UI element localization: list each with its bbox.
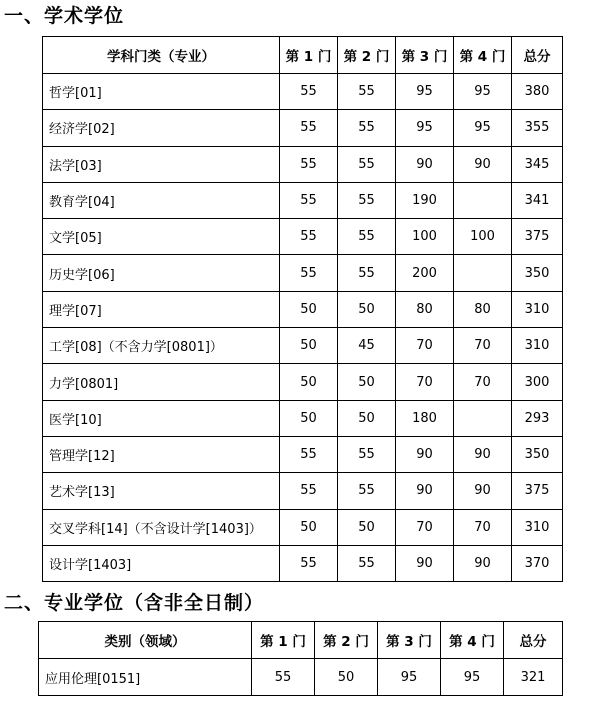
table-row — [43, 219, 563, 255]
discipline-cell: 工学[08]（不含力学[0801]） — [43, 328, 280, 364]
column-header-category: 类别（领域） — [39, 622, 252, 659]
subject-1-score: 55 — [280, 473, 338, 509]
subject-4-score: 90 — [454, 473, 512, 509]
table-row — [43, 182, 563, 218]
table-row — [43, 291, 563, 327]
subject-3-score: 70 — [396, 328, 454, 364]
subject-4-score: 70 — [454, 328, 512, 364]
subject-3-score: 95 — [396, 74, 454, 110]
subject-3-score: 90 — [396, 146, 454, 182]
academic-degree-table — [42, 36, 563, 582]
column-header-subject-2: 第 2 门 — [315, 622, 378, 659]
subject-4-score: 80 — [454, 291, 512, 327]
column-header-subject-3: 第 3 门 — [396, 37, 454, 74]
column-header-subject-1: 第 1 门 — [280, 37, 338, 74]
subject-1-score: 55 — [280, 110, 338, 146]
discipline-cell: 经济学[02] — [43, 110, 280, 146]
table-row — [43, 364, 563, 400]
subject-3-score: 180 — [396, 400, 454, 436]
discipline-cell: 交叉学科[14]（不含设计学[1403]） — [43, 509, 280, 545]
subject-4-score: 100 — [454, 219, 512, 255]
discipline-cell: 艺术学[13] — [43, 473, 280, 509]
table-row — [43, 545, 563, 581]
subject-4-score: 95 — [454, 110, 512, 146]
subject-4-score: 90 — [454, 436, 512, 472]
discipline-cell: 教育学[04] — [43, 182, 280, 218]
subject-3-score: 200 — [396, 255, 454, 291]
column-header-subject-4: 第 4 门 — [441, 622, 504, 659]
subject-2-score: 55 — [338, 473, 396, 509]
subject-2-score: 50 — [338, 291, 396, 327]
subject-4-score: 95 — [441, 659, 504, 696]
subject-1-score: 50 — [280, 291, 338, 327]
table-row — [43, 400, 563, 436]
subject-1-score: 50 — [280, 328, 338, 364]
subject-4-score — [454, 182, 512, 218]
subject-2-score: 45 — [338, 328, 396, 364]
column-header-subject-3: 第 3 门 — [378, 622, 441, 659]
subject-1-score: 50 — [280, 509, 338, 545]
subject-3-score: 90 — [396, 436, 454, 472]
subject-1-score: 55 — [252, 659, 315, 696]
table-row — [43, 255, 563, 291]
subject-2-score: 50 — [338, 364, 396, 400]
subject-1-score: 55 — [280, 146, 338, 182]
total-score: 321 — [504, 659, 563, 696]
subject-2-score: 50 — [315, 659, 378, 696]
subject-2-score: 55 — [338, 255, 396, 291]
subject-3-score: 70 — [396, 509, 454, 545]
column-header-discipline: 学科门类（专业） — [43, 37, 280, 74]
total-score: 310 — [512, 509, 563, 545]
subject-1-score: 50 — [280, 400, 338, 436]
table-row — [43, 146, 563, 182]
table-row — [43, 328, 563, 364]
total-score: 375 — [512, 219, 563, 255]
subject-3-score: 190 — [396, 182, 454, 218]
discipline-cell: 法学[03] — [43, 146, 280, 182]
total-score: 310 — [512, 291, 563, 327]
table-row — [43, 509, 563, 545]
discipline-cell: 理学[07] — [43, 291, 280, 327]
subject-1-score: 55 — [280, 436, 338, 472]
table-row — [43, 74, 563, 110]
subject-3-score: 100 — [396, 219, 454, 255]
total-score: 300 — [512, 364, 563, 400]
total-score: 310 — [512, 328, 563, 364]
subject-3-score: 90 — [396, 473, 454, 509]
discipline-cell: 管理学[12] — [43, 436, 280, 472]
subject-3-score: 90 — [396, 545, 454, 581]
subject-4-score: 90 — [454, 545, 512, 581]
section-title-academic: 一、学术学位 — [4, 5, 125, 27]
total-score: 350 — [512, 255, 563, 291]
table-row — [43, 473, 563, 509]
subject-4-score: 95 — [454, 74, 512, 110]
column-header-total: 总分 — [512, 37, 563, 74]
discipline-cell: 力学[0801] — [43, 364, 280, 400]
subject-2-score: 55 — [338, 182, 396, 218]
total-score: 350 — [512, 436, 563, 472]
table-header-row — [39, 622, 563, 659]
discipline-cell: 文学[05] — [43, 219, 280, 255]
discipline-cell: 应用伦理[0151] — [39, 659, 252, 696]
section-title-professional: 二、专业学位（含非全日制） — [4, 592, 265, 614]
subject-3-score: 80 — [396, 291, 454, 327]
column-header-subject-1: 第 1 门 — [252, 622, 315, 659]
subject-1-score: 55 — [280, 182, 338, 218]
total-score: 293 — [512, 400, 563, 436]
professional-degree-table — [38, 621, 563, 696]
subject-1-score: 50 — [280, 364, 338, 400]
subject-3-score: 70 — [396, 364, 454, 400]
table-row — [43, 436, 563, 472]
total-score: 380 — [512, 74, 563, 110]
table-row — [43, 110, 563, 146]
subject-2-score: 50 — [338, 509, 396, 545]
discipline-cell: 哲学[01] — [43, 74, 280, 110]
subject-1-score: 55 — [280, 219, 338, 255]
subject-4-score: 90 — [454, 146, 512, 182]
subject-2-score: 55 — [338, 110, 396, 146]
subject-2-score: 55 — [338, 219, 396, 255]
subject-1-score: 55 — [280, 74, 338, 110]
subject-2-score: 55 — [338, 436, 396, 472]
column-header-subject-2: 第 2 门 — [338, 37, 396, 74]
subject-2-score: 55 — [338, 74, 396, 110]
subject-3-score: 95 — [378, 659, 441, 696]
column-header-subject-4: 第 4 门 — [454, 37, 512, 74]
subject-4-score: 70 — [454, 364, 512, 400]
table-row — [39, 659, 563, 696]
column-header-total: 总分 — [504, 622, 563, 659]
total-score: 341 — [512, 182, 563, 218]
discipline-cell: 医学[10] — [43, 400, 280, 436]
discipline-cell: 历史学[06] — [43, 255, 280, 291]
total-score: 355 — [512, 110, 563, 146]
subject-2-score: 55 — [338, 545, 396, 581]
subject-1-score: 55 — [280, 255, 338, 291]
table-header-row — [43, 37, 563, 74]
subject-1-score: 55 — [280, 545, 338, 581]
discipline-cell: 设计学[1403] — [43, 545, 280, 581]
total-score: 375 — [512, 473, 563, 509]
subject-2-score: 55 — [338, 146, 396, 182]
total-score: 370 — [512, 545, 563, 581]
subject-2-score: 50 — [338, 400, 396, 436]
subject-3-score: 95 — [396, 110, 454, 146]
subject-4-score — [454, 255, 512, 291]
subject-4-score — [454, 400, 512, 436]
total-score: 345 — [512, 146, 563, 182]
subject-4-score: 70 — [454, 509, 512, 545]
